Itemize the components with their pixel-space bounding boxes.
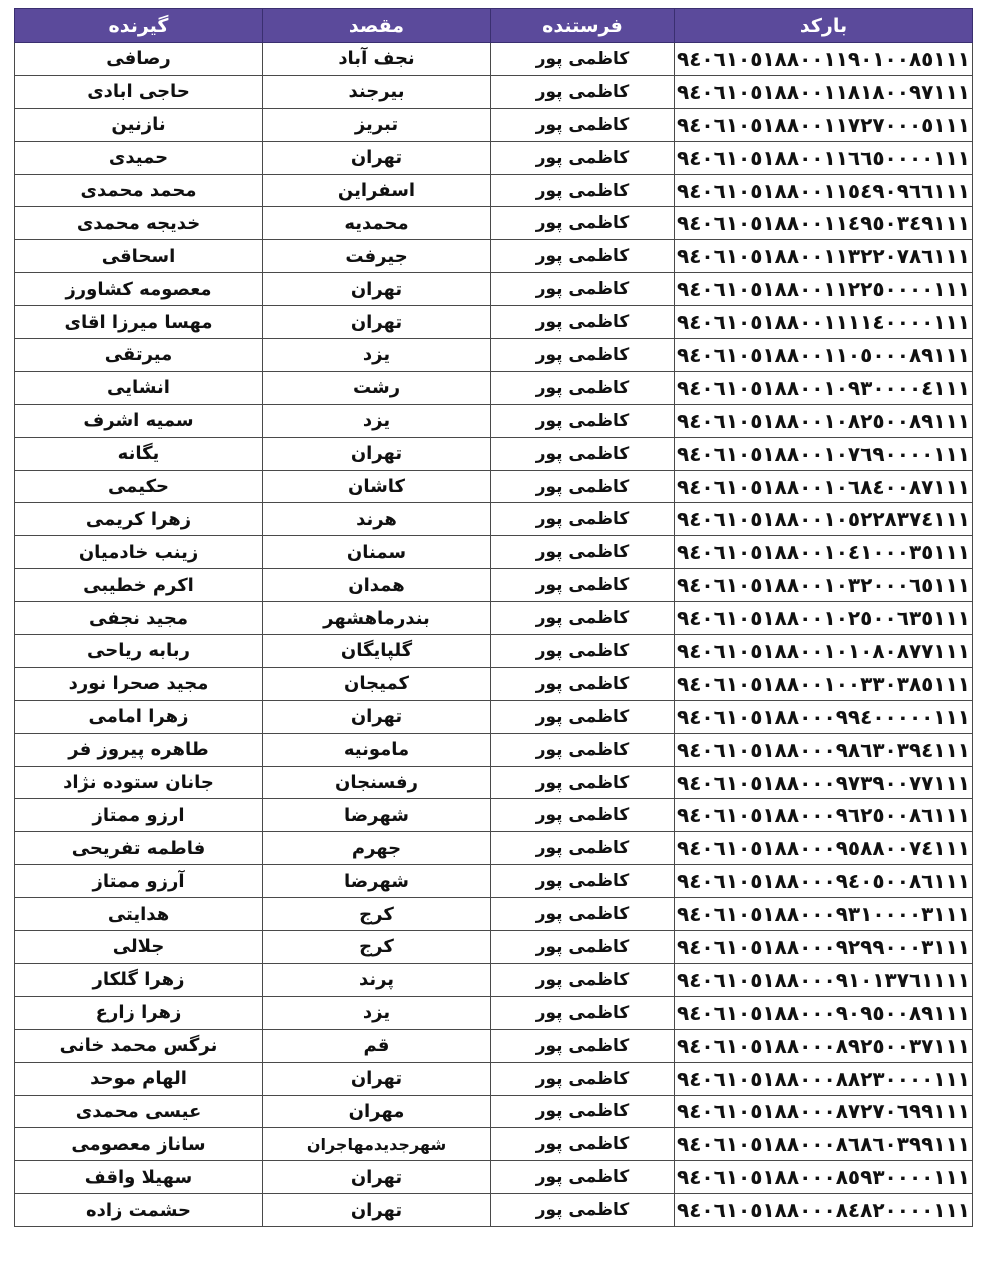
table-row	[15, 700, 973, 733]
destination-cell: یزد	[263, 339, 491, 372]
barcode-cell: ۹٤٠٦١٠٥١٨٨٠٠٠٨٧٢٧٠٦٩٩١١١	[675, 1095, 973, 1128]
recipient-cell: خدیجه محمدی	[15, 207, 263, 240]
barcode-cell: ۹٤٠٦١٠٥١٨٨٠٠١١٥٤٩٠٩٦٦١١١	[675, 174, 973, 207]
destination-cell: محمدیه	[263, 207, 491, 240]
recipient-cell: آرزو ممتاز	[15, 865, 263, 898]
destination-cell: پرند	[263, 963, 491, 996]
header-sender: فرستنده	[491, 9, 675, 43]
table-row	[15, 240, 973, 273]
destination-cell: هرند	[263, 503, 491, 536]
table-row	[15, 569, 973, 602]
sender-cell: کاظمی پور	[491, 1062, 675, 1095]
destination-cell: کرج	[263, 931, 491, 964]
barcode-cell: ۹٤٠٦١٠٥١٨٨٠٠١١٤٩٥٠٣٤٩١١١	[675, 207, 973, 240]
barcode-cell: ۹٤٠٦١٠٥١٨٨٠٠٠٩٨٦٣٠٣٩٤١١١	[675, 733, 973, 766]
sender-cell: کاظمی پور	[491, 141, 675, 174]
table-body	[15, 43, 973, 1227]
destination-cell: کرج	[263, 898, 491, 931]
destination-cell: شهرجدیدمهاجران	[263, 1128, 491, 1161]
barcode-cell: ۹٤٠٦١٠٥١٨٨٠٠١١٧٢٧٠٠٠٥١١١	[675, 108, 973, 141]
recipient-cell: مجید نجفی	[15, 602, 263, 635]
recipient-cell: انشایی	[15, 371, 263, 404]
barcode-cell: ۹٤٠٦١٠٥١٨٨٠٠١٠٥٢٢٨٣٧٤١١١	[675, 503, 973, 536]
sender-cell: کاظمی پور	[491, 1029, 675, 1062]
recipient-cell: حمیدی	[15, 141, 263, 174]
barcode-cell: ۹٤٠٦١٠٥١٨٨٠٠٠٨٤٨٢٠٠٠٠١١١	[675, 1194, 973, 1227]
recipient-cell: ربابه ریاحی	[15, 635, 263, 668]
sender-cell: کاظمی پور	[491, 339, 675, 372]
recipient-cell: اسحاقی	[15, 240, 263, 273]
sender-cell: کاظمی پور	[491, 667, 675, 700]
recipient-cell: طاهره پیروز فر	[15, 733, 263, 766]
sender-cell: کاظمی پور	[491, 273, 675, 306]
sender-cell: کاظمی پور	[491, 635, 675, 668]
recipient-cell: زهرا امامی	[15, 700, 263, 733]
table-row	[15, 43, 973, 76]
sender-cell: کاظمی پور	[491, 240, 675, 273]
recipient-cell: حاجی ابادی	[15, 75, 263, 108]
table-row	[15, 273, 973, 306]
destination-cell: جیرفت	[263, 240, 491, 273]
sender-cell: کاظمی پور	[491, 1128, 675, 1161]
barcode-cell: ۹٤٠٦١٠٥١٨٨٠٠١٠٧٦٩٠٠٠٠١١١	[675, 437, 973, 470]
recipient-cell: عیسی محمدی	[15, 1095, 263, 1128]
table-row	[15, 339, 973, 372]
table-row	[15, 1161, 973, 1194]
destination-cell: بندرماهشهر	[263, 602, 491, 635]
table-row	[15, 75, 973, 108]
sender-cell: کاظمی پور	[491, 700, 675, 733]
barcode-cell: ۹٤٠٦١٠٥١٨٨٠٠٠٩٩٤٠٠٠٠٠١١١	[675, 700, 973, 733]
destination-cell: رشت	[263, 371, 491, 404]
sender-cell: کاظمی پور	[491, 996, 675, 1029]
table-row	[15, 1062, 973, 1095]
table-row	[15, 437, 973, 470]
table-row	[15, 602, 973, 635]
header-destination: مقصد	[263, 9, 491, 43]
destination-cell: اسفراین	[263, 174, 491, 207]
sender-cell: کاظمی پور	[491, 569, 675, 602]
recipient-cell: الهام موحد	[15, 1062, 263, 1095]
barcode-cell: ۹٤٠٦١٠٥١٨٨٠٠٠٩٦٢٥٠٠٨٦١١١	[675, 799, 973, 832]
table-row	[15, 1029, 973, 1062]
sender-cell: کاظمی پور	[491, 931, 675, 964]
destination-cell: شهرضا	[263, 799, 491, 832]
sender-cell: کاظمی پور	[491, 503, 675, 536]
barcode-cell: ۹٤٠٦١٠٥١٨٨٠٠١١٦٦٥٠٠٠٠١١١	[675, 141, 973, 174]
table-row	[15, 1128, 973, 1161]
barcode-cell: ۹٤٠٦١٠٥١٨٨٠٠٠٩٠٩٥٠٠٨٩١١١	[675, 996, 973, 1029]
sender-cell: کاظمی پور	[491, 536, 675, 569]
barcode-cell: ۹٤٠٦١٠٥١٨٨٠٠٠٩٧٣٩٠٠٧٧١١١	[675, 766, 973, 799]
table-row	[15, 931, 973, 964]
sender-cell: کاظمی پور	[491, 470, 675, 503]
sender-cell: کاظمی پور	[491, 865, 675, 898]
barcode-cell: ۹٤٠٦١٠٥١٨٨٠٠٠٩٢٩٩٠٠٠٣١١١	[675, 931, 973, 964]
table-row	[15, 667, 973, 700]
sender-cell: کاظمی پور	[491, 75, 675, 108]
recipient-cell: سمیه اشرف	[15, 404, 263, 437]
barcode-cell: ۹٤٠٦١٠٥١٨٨٠٠٠٨٥٩٣٠٠٠٠١١١	[675, 1161, 973, 1194]
recipient-cell: مهسا میرزا اقای	[15, 306, 263, 339]
recipient-cell: نرگس محمد خانی	[15, 1029, 263, 1062]
destination-cell: تهران	[263, 700, 491, 733]
shipment-sheet	[14, 8, 972, 1227]
table-row	[15, 306, 973, 339]
barcode-cell: ۹٤٠٦١٠٥١٨٨٠٠١١٨١٨٠٠٩٧١١١	[675, 75, 973, 108]
destination-cell: جهرم	[263, 832, 491, 865]
sender-cell: کاظمی پور	[491, 371, 675, 404]
destination-cell: شهرضا	[263, 865, 491, 898]
sender-cell: کاظمی پور	[491, 404, 675, 437]
sender-cell: کاظمی پور	[491, 207, 675, 240]
barcode-cell: ۹٤٠٦١٠٥١٨٨٠٠١٠٣٢٠٠٠٦٥١١١	[675, 569, 973, 602]
recipient-cell: ساناز معصومی	[15, 1128, 263, 1161]
barcode-cell: ۹٤٠٦١٠٥١٨٨٠٠٠٩٥٨٨٠٠٧٤١١١	[675, 832, 973, 865]
destination-cell: تهران	[263, 141, 491, 174]
barcode-cell: ۹٤٠٦١٠٥١٨٨٠٠١٠٤١٠٠٠٣٥١١١	[675, 536, 973, 569]
recipient-cell: محمد محمدی	[15, 174, 263, 207]
barcode-cell: ۹٤٠٦١٠٥١٨٨٠٠٠٩٣١٠٠٠٠٣١١١	[675, 898, 973, 931]
table-row	[15, 1095, 973, 1128]
destination-cell: سمنان	[263, 536, 491, 569]
barcode-cell: ۹٤٠٦١٠٥١٨٨٠٠١١١١٤٠٠٠٠١١١	[675, 306, 973, 339]
sender-cell: کاظمی پور	[491, 1194, 675, 1227]
barcode-cell: ۹٤٠٦١٠٥١٨٨٠٠١٠٠٣٣٠٣٨٥١١١	[675, 667, 973, 700]
recipient-cell: معصومه کشاورز	[15, 273, 263, 306]
barcode-cell: ۹٤٠٦١٠٥١٨٨٠٠١٠١٠٨٠٨٧٧١١١	[675, 635, 973, 668]
table-row	[15, 865, 973, 898]
barcode-cell: ۹٤٠٦١٠٥١٨٨٠٠٠٨٦٨٦٠٣٩٩١١١	[675, 1128, 973, 1161]
destination-cell: رفسنجان	[263, 766, 491, 799]
sender-cell: کاظمی پور	[491, 766, 675, 799]
sender-cell: کاظمی پور	[491, 1095, 675, 1128]
table-row	[15, 108, 973, 141]
destination-cell: مهران	[263, 1095, 491, 1128]
recipient-cell: زهرا گلکار	[15, 963, 263, 996]
recipient-cell: نازنین	[15, 108, 263, 141]
destination-cell: تهران	[263, 437, 491, 470]
destination-cell: تهران	[263, 1062, 491, 1095]
sender-cell: کاظمی پور	[491, 174, 675, 207]
destination-cell: همدان	[263, 569, 491, 602]
destination-cell: تهران	[263, 306, 491, 339]
sender-cell: کاظمی پور	[491, 108, 675, 141]
sender-cell: کاظمی پور	[491, 437, 675, 470]
recipient-cell: حکیمی	[15, 470, 263, 503]
header-barcode: بارکد	[675, 9, 973, 43]
sender-cell: کاظمی پور	[491, 733, 675, 766]
destination-cell: تهران	[263, 273, 491, 306]
recipient-cell: زهرا کریمی	[15, 503, 263, 536]
barcode-cell: ۹٤٠٦١٠٥١٨٨٠٠١٠٩٣٠٠٠٠٤١١١	[675, 371, 973, 404]
table-row	[15, 174, 973, 207]
destination-cell: نجف آباد	[263, 43, 491, 76]
barcode-cell: ۹٤٠٦١٠٥١٨٨٠٠١٠٦٨٤٠٠٨٧١١١	[675, 470, 973, 503]
table-row	[15, 766, 973, 799]
table-row	[15, 470, 973, 503]
sender-cell: کاظمی پور	[491, 306, 675, 339]
recipient-cell: جلالی	[15, 931, 263, 964]
table-row	[15, 963, 973, 996]
destination-cell: گلپایگان	[263, 635, 491, 668]
header-row	[15, 9, 973, 43]
table-row	[15, 371, 973, 404]
barcode-cell: ۹٤٠٦١٠٥١٨٨٠٠٠٨٨٢٣٠٠٠٠١١١	[675, 1062, 973, 1095]
recipient-cell: زهرا زارع	[15, 996, 263, 1029]
table-row	[15, 141, 973, 174]
sender-cell: کاظمی پور	[491, 43, 675, 76]
sender-cell: کاظمی پور	[491, 963, 675, 996]
destination-cell: مامونیه	[263, 733, 491, 766]
barcode-cell: ۹٤٠٦١٠٥١٨٨٠٠١١٩٠١٠٠٨٥١١١	[675, 43, 973, 76]
table-row	[15, 799, 973, 832]
destination-cell: قم	[263, 1029, 491, 1062]
destination-cell: کمیجان	[263, 667, 491, 700]
recipient-cell: یگانه	[15, 437, 263, 470]
recipient-cell: میرتقی	[15, 339, 263, 372]
recipient-cell: هدایتی	[15, 898, 263, 931]
recipient-cell: فاطمه تفریحی	[15, 832, 263, 865]
barcode-cell: ۹٤٠٦١٠٥١٨٨٠٠١١٠٥٠٠٠٨٩١١١	[675, 339, 973, 372]
barcode-cell: ۹٤٠٦١٠٥١٨٨٠٠١١٢٢٥٠٠٠٠١١١	[675, 273, 973, 306]
recipient-cell: رصافی	[15, 43, 263, 76]
barcode-cell: ۹٤٠٦١٠٥١٨٨٠٠١٠٨٢٥٠٠٨٩١١١	[675, 404, 973, 437]
destination-cell: تهران	[263, 1161, 491, 1194]
barcode-cell: ۹٤٠٦١٠٥١٨٨٠٠٠٩٤٠٥٠٠٨٦١١١	[675, 865, 973, 898]
recipient-cell: مجید صحرا نورد	[15, 667, 263, 700]
table-row	[15, 503, 973, 536]
table-row	[15, 1194, 973, 1227]
barcode-cell: ۹٤٠٦١٠٥١٨٨٠٠١٠٢٥٠٠٦٣٥١١١	[675, 602, 973, 635]
table-row	[15, 536, 973, 569]
table-row	[15, 635, 973, 668]
table-row	[15, 207, 973, 240]
table-row	[15, 996, 973, 1029]
sender-cell: کاظمی پور	[491, 602, 675, 635]
sender-cell: کاظمی پور	[491, 1161, 675, 1194]
sender-cell: کاظمی پور	[491, 832, 675, 865]
sender-cell: کاظمی پور	[491, 898, 675, 931]
table-row	[15, 404, 973, 437]
barcode-cell: ۹٤٠٦١٠٥١٨٨٠٠٠٩١٠١٣٧٦١١١١	[675, 963, 973, 996]
header-recipient: گیرنده	[15, 9, 263, 43]
destination-cell: تبریز	[263, 108, 491, 141]
recipient-cell: جانان ستوده نژاد	[15, 766, 263, 799]
sender-cell: کاظمی پور	[491, 799, 675, 832]
barcode-cell: ۹٤٠٦١٠٥١٨٨٠٠٠٨٩٢٥٠٠٣٧١١١	[675, 1029, 973, 1062]
destination-cell: تهران	[263, 1194, 491, 1227]
recipient-cell: سهیلا واقف	[15, 1161, 263, 1194]
recipient-cell: ارزو ممتاز	[15, 799, 263, 832]
recipient-cell: اکرم خطیبی	[15, 569, 263, 602]
destination-cell: کاشان	[263, 470, 491, 503]
shipment-table	[14, 8, 973, 1227]
table-row	[15, 733, 973, 766]
destination-cell: بیرجند	[263, 75, 491, 108]
destination-cell: یزد	[263, 404, 491, 437]
barcode-cell: ۹٤٠٦١٠٥١٨٨٠٠١١٣٢٢٠٧٨٦١١١	[675, 240, 973, 273]
recipient-cell: زینب خادمیان	[15, 536, 263, 569]
recipient-cell: حشمت زاده	[15, 1194, 263, 1227]
table-row	[15, 898, 973, 931]
table-row	[15, 832, 973, 865]
destination-cell: یزد	[263, 996, 491, 1029]
